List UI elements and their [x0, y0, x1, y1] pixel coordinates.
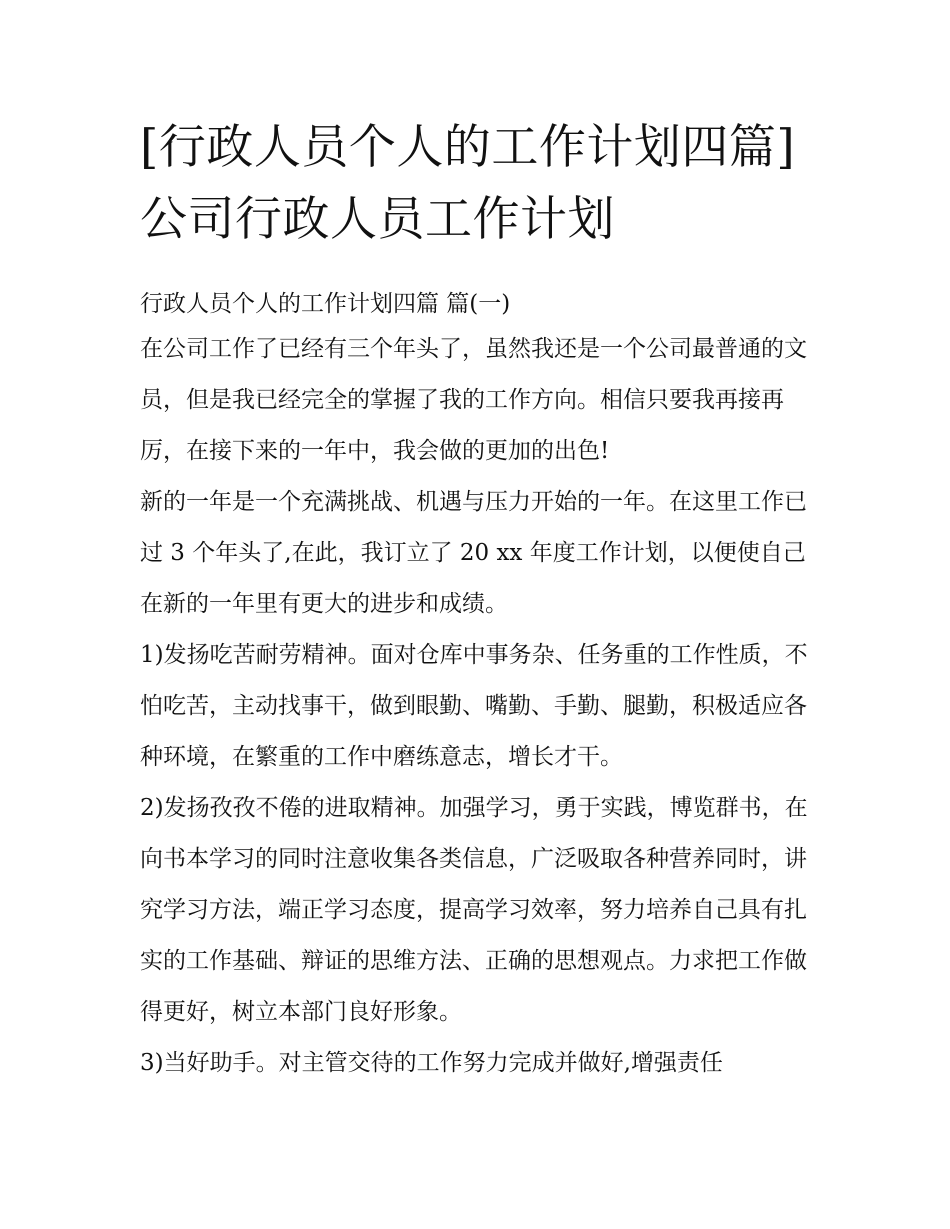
paragraph-new-year: 新的一年是一个充满挑战、机遇与压力开始的一年。在这里工作已过 3 个年头了,在此，我订立了 20 xx 年度工作计划，以便使自己在新的一年里有更大的进步和成绩。 — [140, 489, 807, 617]
document-page — [140, 112, 812, 1089]
paragraph-point-1: 1)发扬吃苦耐劳精神。面对仓库中事务杂、任务重的工作性质，不怕吃苦，主动找事干，做到眼勤、嘴勤、手勤、腿勤，积极适应各种环境，在繁重的工作中磨练意志，增长才干。 — [140, 642, 808, 770]
paragraph-point-3: 3)当好助手。对主管交待的工作努力完成并做好,增强责任 — [140, 1050, 723, 1076]
paragraph-intro: 在公司工作了已经有三个年头了，虽然我还是一个公司最普通的文员，但是我已经完全的掌握了我的工作方向。相信只要我再接再厉，在接下来的一年中，我会做的更加的出色! — [140, 336, 807, 464]
section-subtitle: 行政人员个人的工作计划四篇 篇(一) — [140, 291, 511, 317]
paragraph-point-2: 2)发扬孜孜不倦的进取精神。加强学习，勇于实践，博览群书，在向书本学习的同时注意收集各类信息，广泛吸取各种营养同时，讲究学习方法，端正学习态度，提高学习效率，努力培养自己具有扎实的工作基础、辩证的思维方法、正确的思想观点。力求把工作做得更好，树立本部门良好形象。 — [140, 795, 808, 1025]
document-title: [行政人员个人的工作计划四篇] 公司行政人员工作计划 — [140, 120, 796, 247]
